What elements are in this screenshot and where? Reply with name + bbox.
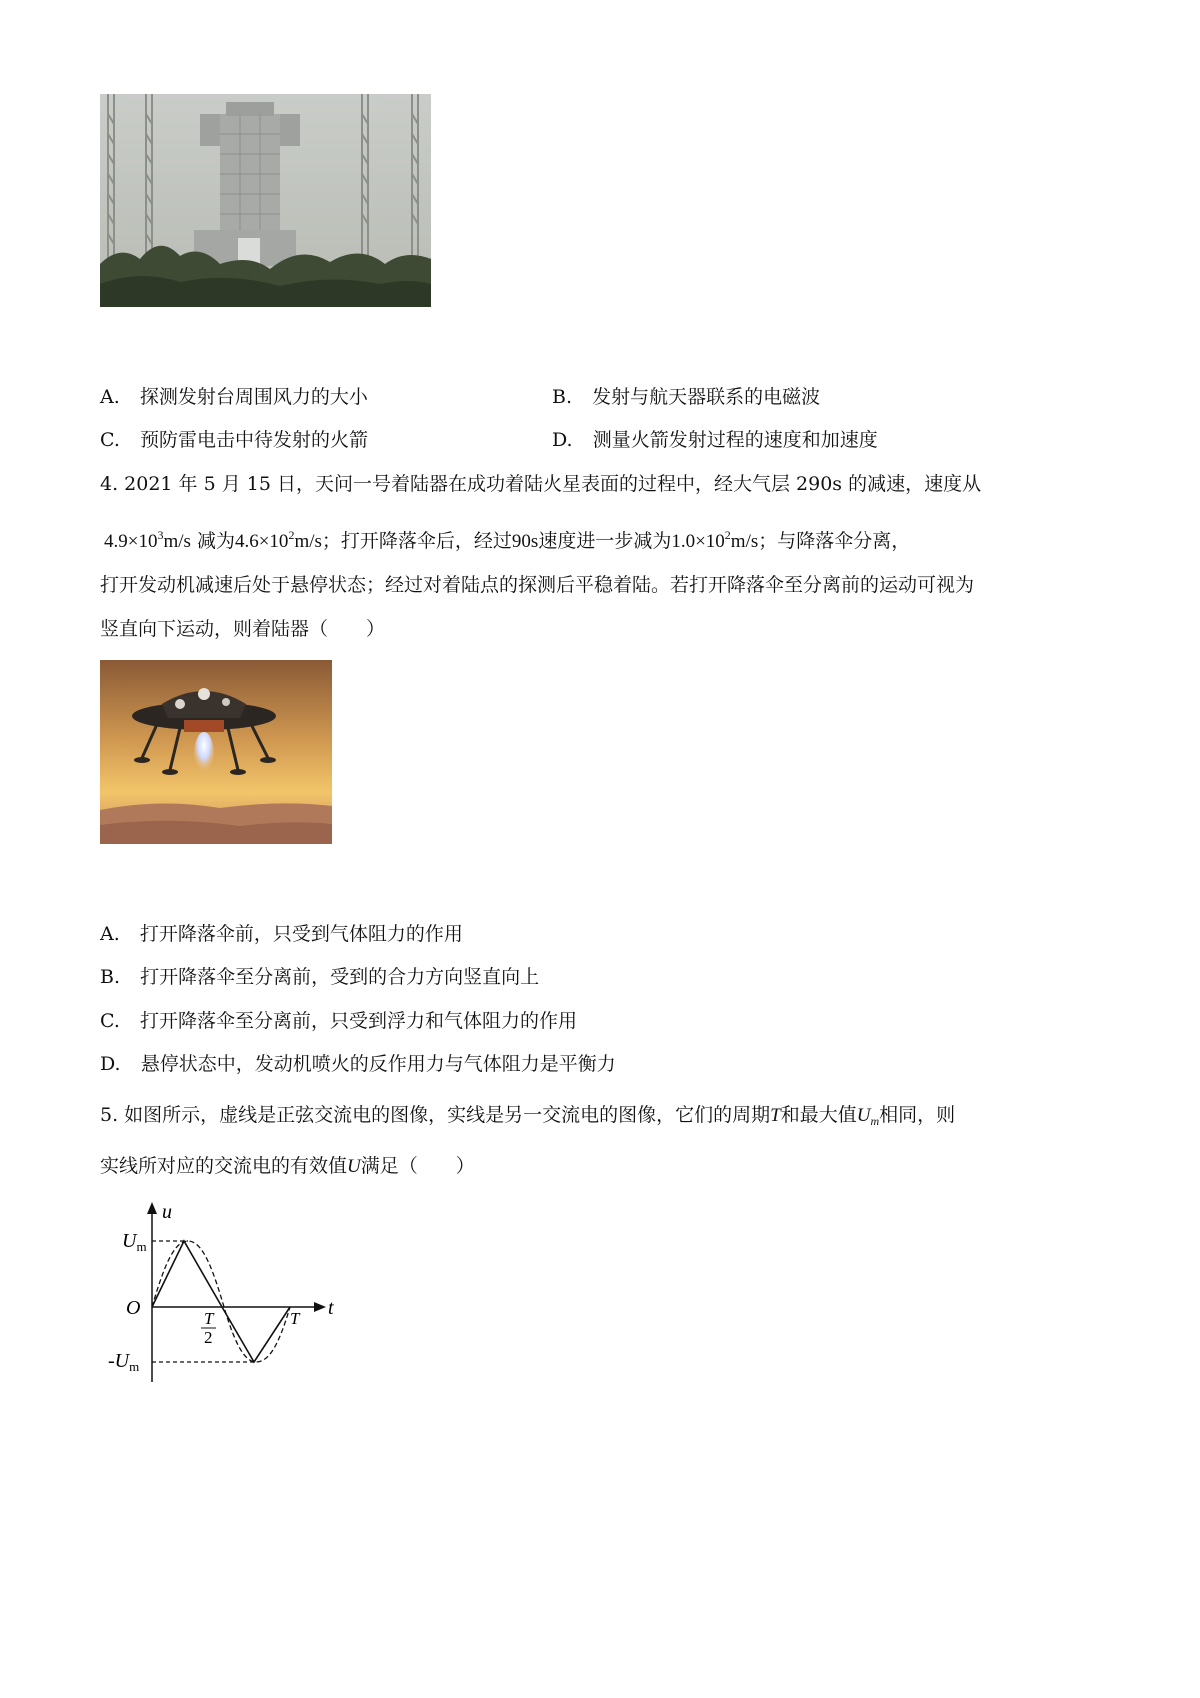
launch-tower-image [100,94,431,307]
option-letter: A. [100,386,120,408]
option-text: 探测发射台周围风力的大小 [139,386,368,408]
option-text: 打开降落伞前，只受到气体阻力的作用 [139,923,463,945]
axis-u-label: u [162,1201,172,1223]
option-letter: D. [552,429,573,451]
option-text: 悬停状态中，发动机喷火的反作用力与气体阻力是平衡力 [140,1053,616,1075]
option-letter: C. [100,1010,120,1032]
q4-option-a [100,921,463,947]
mars-lander-photo [100,660,332,844]
q5-stem-line-2: 实线所对应的交流电的有效值U满足（ ） [100,1155,475,1177]
q4-stem-line-4: 竖直向下运动，则着陆器（ ） [100,618,386,640]
q4-stem-line-1: 4. 2021 年 5 月 15 日，天问一号着陆器在成功着陆火星表面的过程中，经大气层 290s 的减速，速度从 [100,473,982,495]
q5-stem-line-1: 5. 如图所示，虚线是正弦交流电的图像，实线是另一交流电的图像，它们的周期T和最大值$U_m$相同，则 [100,1104,956,1128]
option-text: 发射与航天器联系的电磁波 [592,386,821,408]
triangle-wave-solid [152,1241,290,1362]
velocity-2: $4.6\times 10^2m/s$ [234,528,322,552]
option-letter: B. [552,386,573,408]
q3-option-b [552,384,820,410]
period-symbol: T [770,1105,781,1126]
q3-option-c [100,427,368,453]
q4-stem-line-3: 打开发动机减速后处于悬停状态；经过对着陆点的探测后平稳着陆。若打开降落伞至分离前的运动可视为 [100,574,975,596]
origin-label: O [126,1297,141,1319]
q4-option-c [100,1008,577,1034]
velocity-3: $1.0\times 10^2m/s$ [671,528,759,552]
ac-waveform-svg [100,1196,360,1396]
sine-wave-dashed [152,1241,290,1362]
ac-waveform-graph [100,1196,360,1396]
q3-option-a [100,384,368,410]
option-letter: D. [100,1053,121,1075]
option-text: 打开降落伞至分离前，受到的合力方向竖直向上 [140,966,540,988]
effective-voltage-symbol: U [347,1156,361,1177]
half-period-numerator: T [204,1309,214,1328]
neg-um-label: $-U_m$ [108,1350,140,1374]
period-label: T [290,1309,300,1328]
velocity-1: $4.9\times 10^3m/s$ [104,528,191,552]
time-value: 90s [511,531,539,552]
option-text: 测量火箭发射过程的速度和加速度 [592,429,878,451]
launch-tower-photo [100,94,431,307]
q4-option-b [100,964,539,990]
mars-lander-image [100,660,332,844]
q4-stem-line-2: $4.9\times 10^3m/s$ 减为$4.6\times 10^2m/s$；打开降落伞后，经过90s速度进一步减为$1.0\times 10^2m/s$；与降落伞分离， [104,528,911,552]
q4-option-d [100,1051,616,1077]
option-letter: C. [100,429,120,451]
option-letter: B. [100,966,121,988]
option-text: 打开降落伞至分离前，只受到浮力和气体阻力的作用 [140,1010,578,1032]
t-axis-arrow [314,1302,326,1312]
option-text: 预防雷电击中待发射的火箭 [140,429,369,451]
max-voltage-symbol: $U_m$ [856,1105,880,1128]
q3-option-d [552,427,878,453]
um-label: $U_m$ [122,1230,147,1254]
half-period-denominator: 2 [204,1328,213,1347]
u-axis-arrow [147,1202,157,1214]
option-letter: A. [100,923,120,945]
axis-t-label: t [328,1297,334,1319]
